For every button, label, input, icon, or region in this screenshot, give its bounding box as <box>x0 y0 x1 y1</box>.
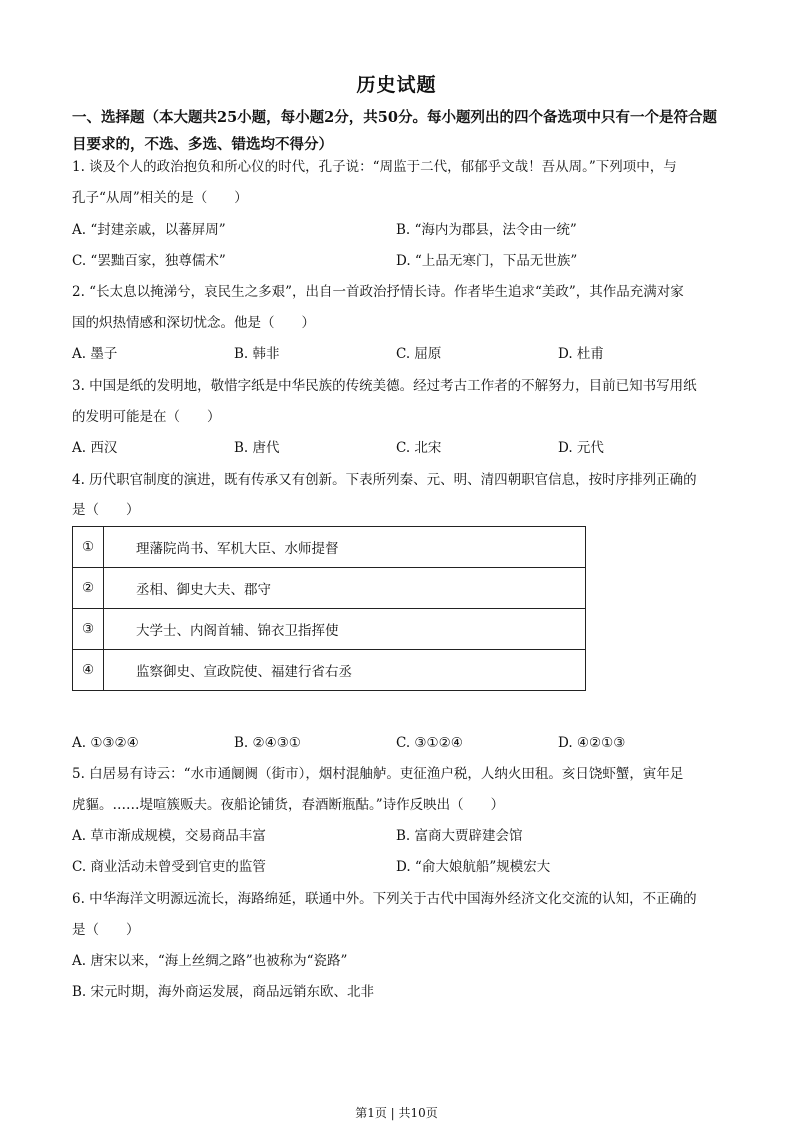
q2-option-d: D. 杜甫 <box>558 346 604 362</box>
table-row <box>73 568 586 609</box>
q5-option-a: A. 草市渐成规模，交易商品丰富 <box>72 828 266 844</box>
question-4-line-1: 4. 历代职官制度的演进，既有传承又有创新。下表所列秦、元、明、清四朝职官信息，按时序排列正确的 <box>72 472 697 488</box>
q2-option-b: B. 韩非 <box>234 346 280 362</box>
row-number: ② <box>73 568 104 609</box>
row-offices: 大学士、内阁首辅、锦衣卫指挥使 <box>104 609 586 650</box>
row-number: ③ <box>73 609 104 650</box>
question-1-line-1: 1. 谈及个人的政治抱负和所心仪的时代，孔子说：“周监于二代，郁郁乎文哉！吾从周。”下列项中，与 <box>72 159 677 175</box>
question-3-line-2: 的发明可能是在（ ） <box>72 409 221 425</box>
q6-option-b: B. 宋元时期，海外商运发展，商品远销东欧、北非 <box>72 984 375 1000</box>
office-table <box>72 526 586 691</box>
q1-option-d: D. “上品无寒门，下品无世族” <box>396 253 578 269</box>
question-5-line-2: 虎貙。……堤喧簇贩夫。夜船论铺货，春酒断瓶酤。”诗作反映出（ ） <box>72 797 505 813</box>
q3-option-c: C. 北宋 <box>396 440 442 456</box>
question-2-line-2: 国的炽热情感和深切忧念。他是（ ） <box>72 315 315 331</box>
question-6-line-2: 是（ ） <box>72 922 140 938</box>
table-row <box>73 650 586 691</box>
q6-option-a: A. 唐宋以来，“海上丝绸之路”也被称为“瓷路” <box>72 953 348 969</box>
page-footer: 第1页 | 共10页 <box>355 1106 438 1120</box>
row-offices: 丞相、御史大夫、郡守 <box>104 568 586 609</box>
q3-option-a: A. 西汉 <box>72 440 118 456</box>
page-title: 历史试题 <box>356 74 437 96</box>
table-row <box>73 609 586 650</box>
q4-option-c: C. ③①②④ <box>396 735 463 751</box>
q5-option-c: C. 商业活动未曾受到官吏的监管 <box>72 859 266 875</box>
q4-option-a: A. ①③②④ <box>72 735 139 751</box>
q5-option-b: B. 富商大贾辟建会馆 <box>396 828 523 844</box>
q2-option-a: A. 墨子 <box>72 346 118 362</box>
q3-option-d: D. 元代 <box>558 440 604 456</box>
q1-option-b: B. “海内为郡县，法令由一统” <box>396 222 577 238</box>
row-number: ① <box>73 527 104 568</box>
question-6-line-1: 6. 中华海洋文明源远流长，海路绵延，联通中外。下列关于古代中国海外经济文化交流的认知，不正确的 <box>72 891 697 907</box>
table-row <box>73 527 586 568</box>
q2-option-c: C. 屈原 <box>396 346 442 362</box>
question-2-line-1: 2. “长太息以掩涕兮，哀民生之多艰”，出自一首政治抒情长诗。作者毕生追求“美政”，其作品充满对家 <box>72 284 684 300</box>
question-5-line-1: 5. 白居易有诗云：“水市通阛阓（街市），烟村混舳舻。吏征渔户税，人纳火田租。亥日饶虾蟹，寅年足 <box>72 766 684 782</box>
q4-option-b: B. ②④③① <box>234 735 301 751</box>
q5-option-d: D. “俞大娘航船”规模宏大 <box>396 859 551 875</box>
question-1-line-2: 孔子“从周”相关的是（ ） <box>72 190 248 206</box>
q1-option-a: A. “封建亲戚，以蕃屏周” <box>72 222 226 238</box>
section-heading: 一、选择题（本大题共25小题，每小题2分，共50分。每小题列出的四个备选项中只有一个是符合题目要求的，不选、多选、错选均不得分） <box>72 109 717 153</box>
question-3-line-1: 3. 中国是纸的发明地，敬惜字纸是中华民族的传统美德。经过考古工作者的不解努力，目前已知书写用纸 <box>72 378 697 394</box>
row-offices: 监察御史、宣政院使、福建行省右丞 <box>104 650 586 691</box>
question-4-line-2: 是（ ） <box>72 502 140 518</box>
row-number: ④ <box>73 650 104 691</box>
q3-option-b: B. 唐代 <box>234 440 280 456</box>
q1-option-c: C. “罢黜百家，独尊儒术” <box>72 253 226 269</box>
q4-option-d: D. ④②①③ <box>558 735 626 751</box>
row-offices: 理藩院尚书、军机大臣、水师提督 <box>104 527 586 568</box>
